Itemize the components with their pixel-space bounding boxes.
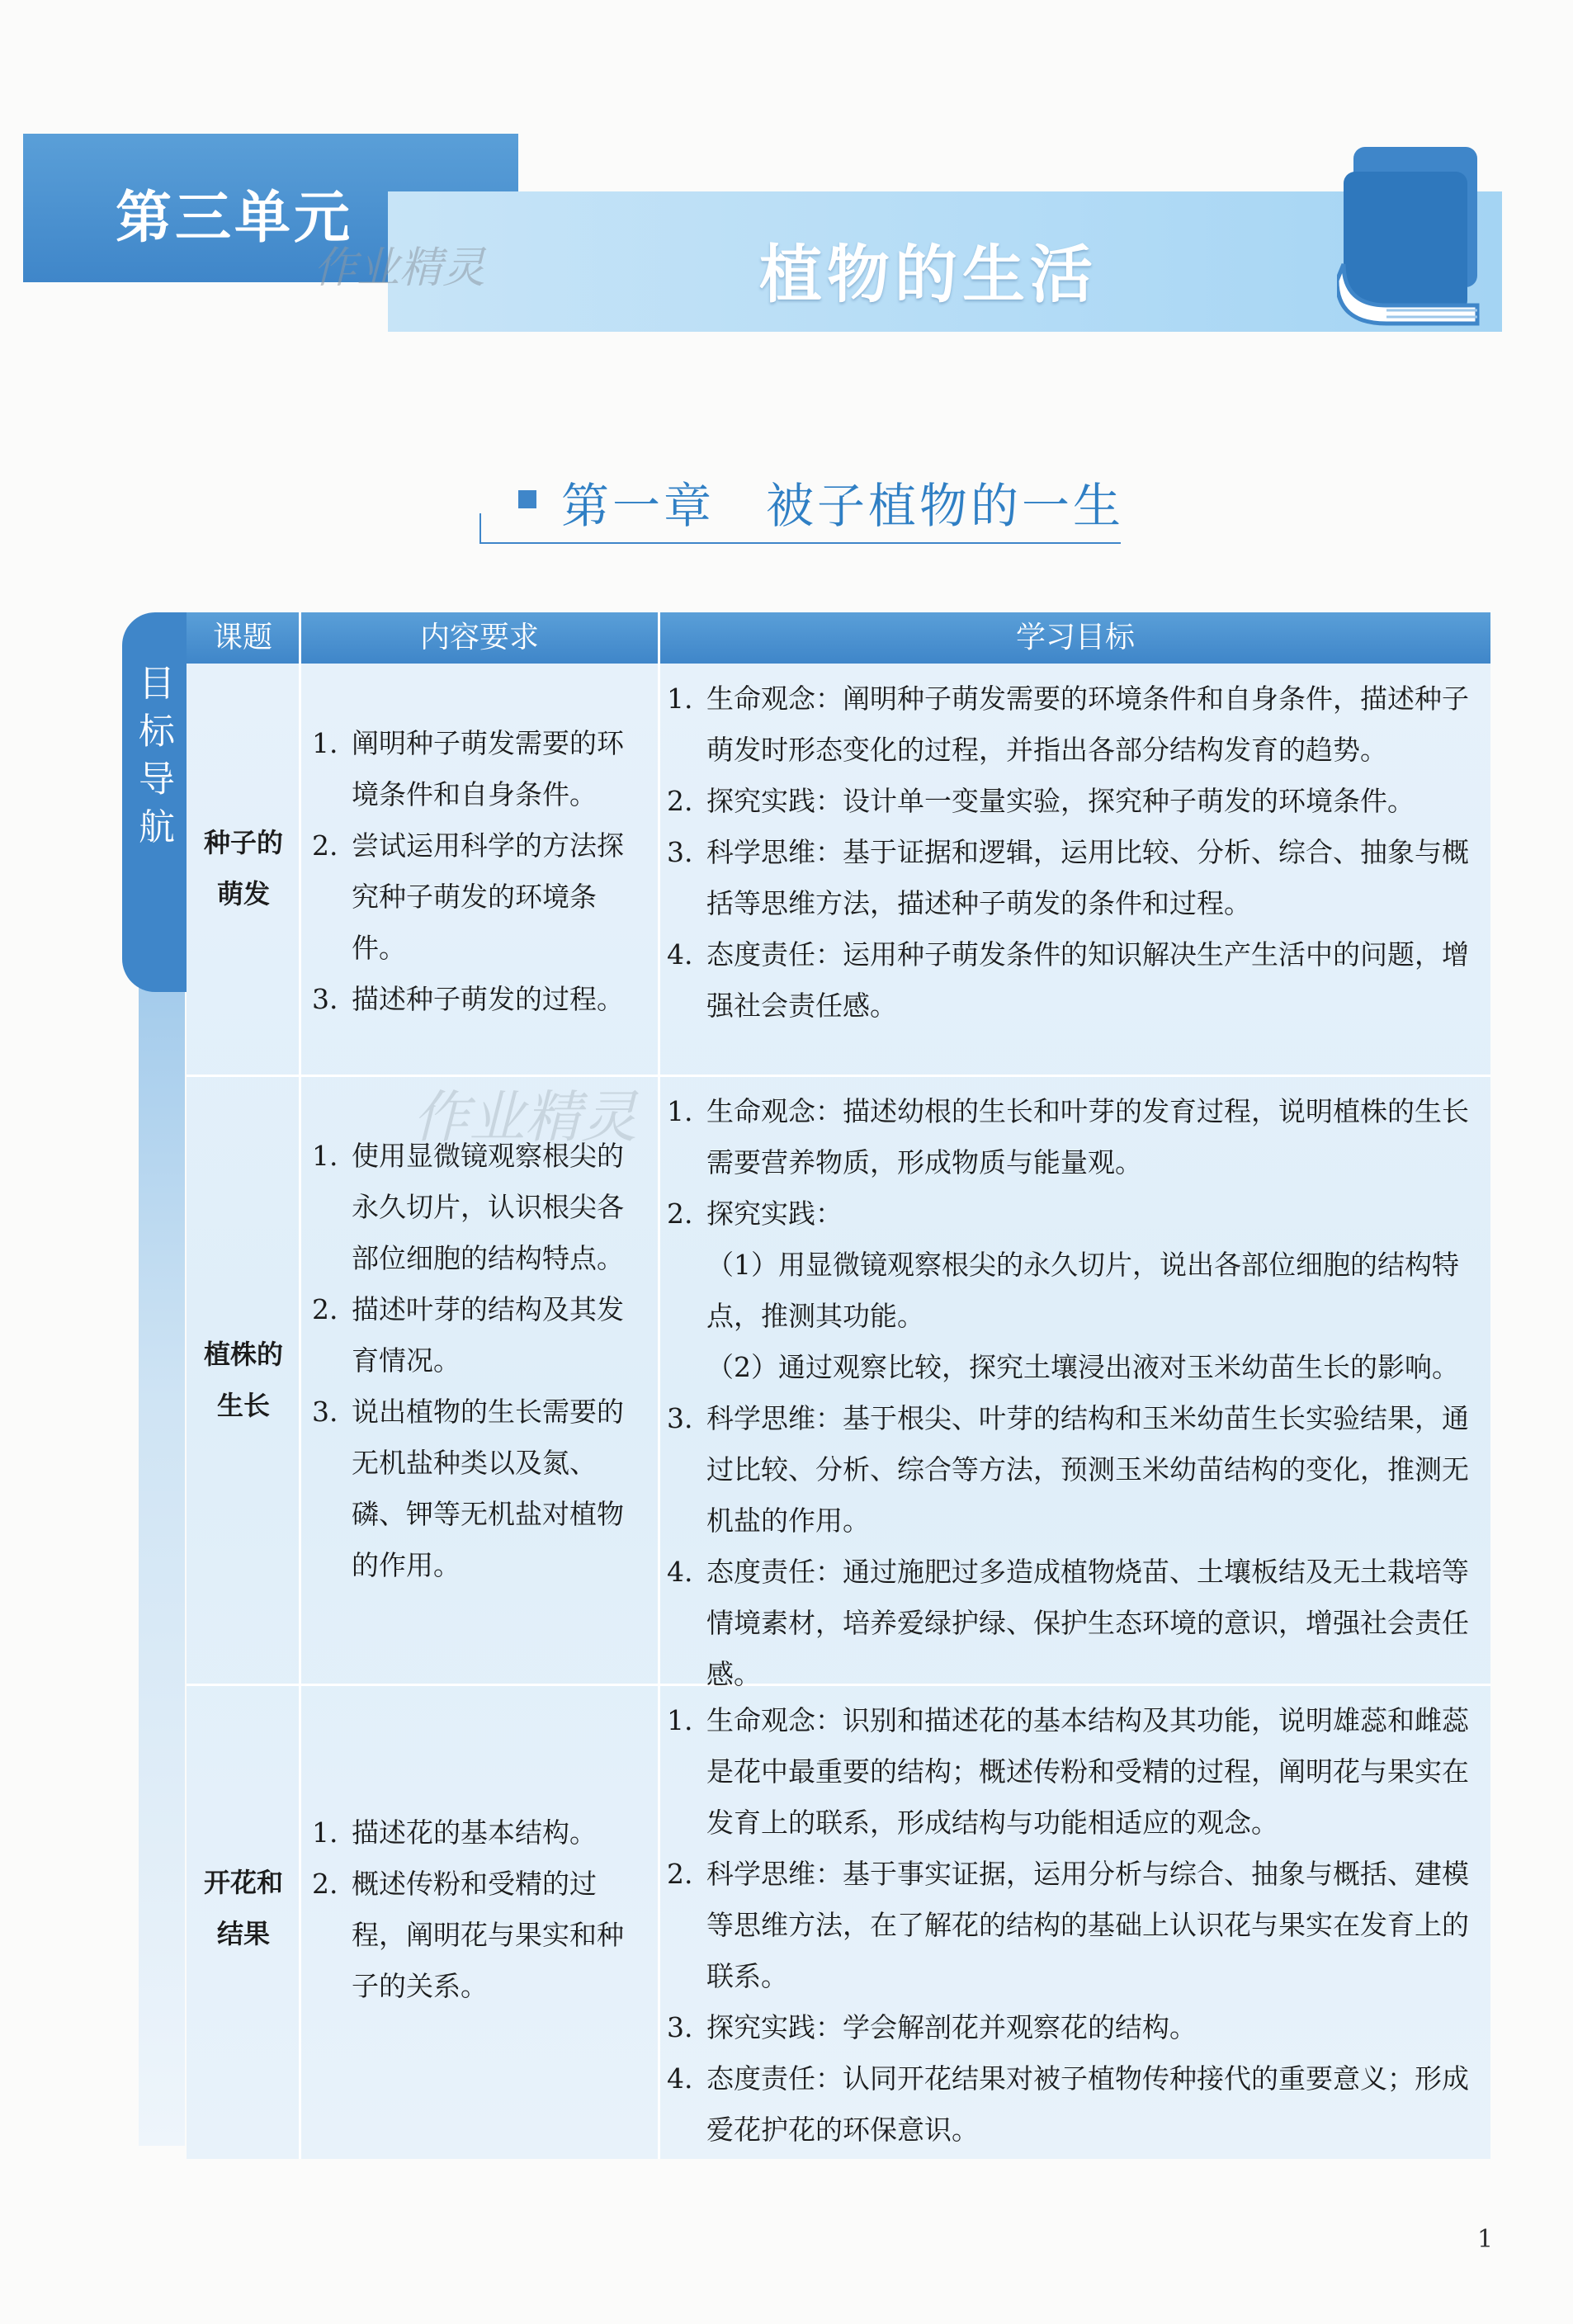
chapter-square-icon xyxy=(518,490,536,508)
list-sub-item: （1）用显微镜观察根尖的永久切片，说出各部位细胞的结构特点，推测其功能。 xyxy=(706,1249,1459,1332)
topic-seed-germination: 种子的 萌发 xyxy=(203,827,283,909)
goals-seed-germination xyxy=(667,673,1486,1032)
unit-label: 第三单元 xyxy=(116,186,354,251)
watermark-middle: 作业精灵 xyxy=(413,1085,638,1150)
unit-title: 植物的生活 xyxy=(759,238,1098,311)
list-item: 2. 探究实践： xyxy=(667,1197,843,1230)
list-item: 1. 生命观念：描述幼根的生长和叶芽的发育过程，说明植株的生长需要营养物质，形成物质与能量观。 xyxy=(667,1095,1469,1179)
chapter-underline xyxy=(479,512,1122,545)
requirements-flowering-fruiting xyxy=(312,1807,650,2012)
list-item: 1. 使用显微镜观察根尖的永久切片，认识根尖各部位细胞的结构特点。 xyxy=(312,1140,624,1274)
chapter-title: 第一章 被子植物的一生 xyxy=(561,478,1125,534)
side-label-text: 目标导航 xyxy=(139,663,175,848)
header-topic: 课题 xyxy=(212,621,272,654)
requirements-plant-growth xyxy=(312,1131,650,1591)
side-strip xyxy=(139,908,185,2146)
book-icon xyxy=(1337,140,1494,330)
requirements-seed-germination xyxy=(312,718,650,1025)
column-divider xyxy=(299,664,301,2159)
list-item: 1. 描述花的基本结构。 xyxy=(312,1816,597,1849)
topic-flowering-fruiting: 开花和 结果 xyxy=(203,1867,283,1949)
list-item: 3. 说出植物的生长需要的无机盐种类以及氮、磷、钾等无机盐对植物的作用。 xyxy=(312,1396,624,1581)
list-item: 1. 生命观念：阐明种子萌发需要的环境条件和自身条件，描述种子萌发时形态变化的过程，并指出各部分结构发育的趋势。 xyxy=(667,683,1469,766)
list-item: 2. 尝试运用科学的方法探究种子萌发的环境条件。 xyxy=(312,829,624,964)
table-header xyxy=(187,612,1490,664)
list-item: 3. 描述种子萌发的过程。 xyxy=(312,983,624,1015)
list-item: 2. 概述传粉和受精的过程，阐明花与果实和种子的关系。 xyxy=(312,1868,624,2002)
list-item: 1. 生命观念：识别和描述花的基本结构及其功能，说明雄蕊和雌蕊是花中最重要的结构；概述传粉和受精的过程，阐明花与果实在发育上的联系，形成结构与功能相适应的观念。 xyxy=(667,1704,1469,1839)
watermark-top: 作业精灵 xyxy=(314,243,486,293)
header-goals: 学习目标 xyxy=(1015,621,1135,654)
list-item: 3. 科学思维：基于根尖、叶芽的结构和玉米幼苗生长实验结果，通过比较、分析、综合等方法，预测玉米幼苗结构的变化，推测无机盐的作用。 xyxy=(667,1402,1469,1537)
list-item: 4. 态度责任：认同开花结果对被子植物传种接代的重要意义；形成爱花护花的环保意识。 xyxy=(667,2062,1469,2146)
goals-plant-growth xyxy=(667,1086,1486,1700)
list-item: 3. 科学思维：基于证据和逻辑，运用比较、分析、综合、抽象与概括等思维方法，描述种子萌发的条件和过程。 xyxy=(667,836,1469,919)
row-divider xyxy=(187,1075,1490,1077)
list-item: 4. 态度责任：运用种子萌发条件的知识解决生产生活中的问题，增强社会责任感。 xyxy=(667,938,1469,1022)
list-sub-item: （2）通过观察比较，探究土壤浸出液对玉米幼苗生长的影响。 xyxy=(706,1351,1459,1383)
page-number: 1 xyxy=(1477,2225,1494,2254)
list-item: 2. 描述叶芽的结构及其发育情况。 xyxy=(312,1293,624,1377)
list-item: 3. 探究实践：学会解剖花并观察花的结构。 xyxy=(667,2011,1197,2043)
header-requirements: 内容要求 xyxy=(419,621,539,654)
list-item: 4. 态度责任：通过施肥过多造成植物烧苗、土壤板结及无土栽培等情境素材，培养爱绿护绿、保护生态环境的意识，增强社会责任感。 xyxy=(667,1556,1469,1690)
goals-flowering-fruiting xyxy=(667,1695,1486,2156)
topic-plant-growth: 植株的 生长 xyxy=(203,1339,283,1421)
list-item: 1. 阐明种子萌发需要的环境条件和自身条件。 xyxy=(312,727,624,810)
list-item: 2. 科学思维：基于事实证据，运用分析与综合、抽象与概括、建模等思维方法，在了解花的结构的基础上认识花与果实在发育上的联系。 xyxy=(667,1858,1469,1992)
list-item: 2. 探究实践：设计单一变量实验，探究种子萌发的环境条件。 xyxy=(667,785,1415,817)
column-divider xyxy=(658,664,660,2159)
chapter-heading xyxy=(479,462,1125,536)
